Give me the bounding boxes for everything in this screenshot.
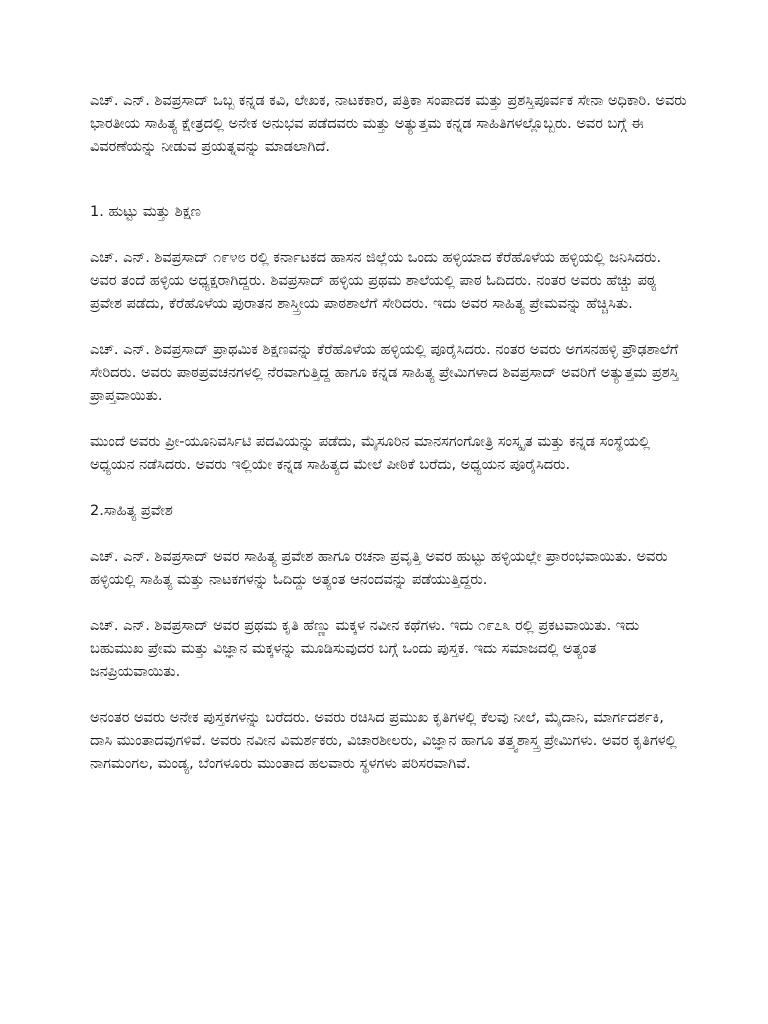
intro-paragraph: ಎಚ್. ಎನ್. ಶಿವಪ್ರಸಾದ್ ಒಬ್ಬ ಕನ್ನಡ ಕವಿ, ಲೇಖಕ, ನಾಟಕಕಾರ, ಪತ್ರಿಕಾ ಸಂಪಾದಕ ಮತ್ತು ಪ್ರಶಸ್ತಿಪೂರ್ವಕ ಸೇನಾ ಅಧಿಕಾರಿ. ಅವರು ಭಾರತೀಯ ಸಾಹಿತ್ಯ ಕ್ಷೇತ್ರದಲ್ಲಿ ಅನೇಕ ಅನುಭವ ಪಡೆದವರು ಮತ್ತು ಅತ್ಯುತ್ತಮ ಕನ್ನಡ ಸಾಹಿತಿಗಳಲ್ಲೊಬ್ಬರು. ಅವರ ಬಗ್ಗೆ ಈ ವಿವರಣೆಯನ್ನು ನೀಡುವ ಪ್ರಯತ್ನವನ್ನು ಮಾಡಲಾಗಿದೆ. <box>90 93 687 155</box>
section1-paragraph-3: ಮುಂದೆ ಅವರು ಪ್ರೀ-ಯೂನಿವರ್ಸಿಟಿ ಪದವಿಯನ್ನು ಪಡೆದು, ಮೈಸೂರಿನ ಮಾನಸಗಂಗೋತ್ರಿ ಸಂಸ್ಕೃತ ಮತ್ತು ಕನ್ನಡ ಸಂಸ್ಥೆಯಲ್ಲಿ ಅಧ್ಯಯನ ನಡೆಸಿದರು. ಅವರು ಇಲ್ಲಿಯೇ ಕನ್ನಡ ಸಾಹಿತ್ಯದ ಮೇಲೆ ಪೀಠಿಕೆ ಬರೆದು, ಅಧ್ಯಯನ ಪೂರೈಸಿದರು. <box>90 434 650 473</box>
section-heading-birth-education: 1. ಹುಟ್ಟು ಮತ್ತು ಶಿಕ್ಷಣ <box>90 204 201 220</box>
section1-paragraph-2: ಎಚ್. ಎನ್. ಶಿವಪ್ರಸಾದ್ ಪ್ರಾಥಮಿಕ ಶಿಕ್ಷಣವನ್ನು ಕೆರೆಹೊಳೆಯ ಹಳ್ಳಿಯಲ್ಲಿ ಪೂರೈಸಿದರು. ನಂತರ ಅವರು ಅಗಸನಹಳ್ಳಿ ಪ್ರೌಢಶಾಲೆಗೆ ಸೇರಿದರು. ಅವರು ಪಾಠಪ್ರವಚನಗಳಲ್ಲಿ ನೆರವಾಗುತ್ತಿದ್ದ ಹಾಗೂ ಕನ್ನಡ ಸಾಹಿತ್ಯ ಪ್ರೇಮಿಗಳಾದ ಶಿವಪ್ರಸಾದ್ ಅವರಿಗೆ ಅತ್ಯುತ್ತಮ ಪ್ರಶಸ್ತಿ ಪ್ರಾಪ್ತವಾಯಿತು. <box>90 342 679 404</box>
section2-paragraph-1: ಎಚ್. ಎನ್. ಶಿವಪ್ರಸಾದ್ ಅವರ ಸಾಹಿತ್ಯ ಪ್ರವೇಶ ಹಾಗೂ ರಚನಾ ಪ್ರವೃತ್ತಿ ಅವರ ಹುಟ್ಟು ಹಳ್ಳಿಯಲ್ಲೇ ಪ್ರಾರಂಭವಾಯಿತು. ಅವರು ಹಳ್ಳಿಯಲ್ಲಿ ಸಾಹಿತ್ಯ ಮತ್ತು ನಾಟಕಗಳನ್ನು ಓದಿದ್ದು ಅತ್ಯಂತ ಆನಂದವನ್ನು ಪಡೆಯುತ್ತಿದ್ದರು. <box>90 549 668 588</box>
section2-paragraph-3: ಅನಂತರ ಅವರು ಅನೇಕ ಪುಸ್ತಕಗಳನ್ನು ಬರೆದರು. ಅವರು ರಚಿಸಿದ ಪ್ರಮುಖ ಕೃತಿಗಳಲ್ಲಿ ಕೆಲವು ನೀಲೆ, ಮೈದಾನಿ, ಮಾರ್ಗದರ್ಶಕಿ, ದಾಸಿ ಮುಂತಾದವುಗಳಿವೆ. ಅವರು ನವೀನ ವಿಮರ್ಶಕರು, ವಿಚಾರಶೀಲರು, ವಿಜ್ಞಾನ ಹಾಗೂ ತತ್ತ್ವಶಾಸ್ತ್ರ ಪ್ರೇಮಿಗಳು. ಅವರ ಕೃತಿಗಳಲ್ಲಿ ನಾಗಮಂಗಲ, ಮಂಡ್ಯ, ಬೆಂಗಳೂರು ಮುಂತಾದ ಹಲವಾರು ಸ್ಥಳಗಳು ಪರಿಸರವಾಗಿವೆ. <box>90 710 677 772</box>
section1-paragraph-1: ಎಚ್. ಎನ್. ಶಿವಪ್ರಸಾದ್ ೧೯೪೮ ರಲ್ಲಿ ಕರ್ನಾಟಕದ ಹಾಸನ ಜಿಲ್ಲೆಯ ಒಂದು ಹಳ್ಳಿಯಾದ ಕೆರೆಹೊಳೆಯ ಹಳ್ಳಿಯಲ್ಲಿ ಜನಿಸಿದರು. ಅವರ ತಂದೆ ಹಳ್ಳಿಯ ಅಧ್ಯಕ್ಷರಾಗಿದ್ದರು. ಶಿವಪ್ರಸಾದ್ ಹಳ್ಳಿಯ ಪ್ರಥಮ ಶಾಲೆಯಲ್ಲಿ ಪಾಠ ಓದಿದರು. ನಂತರ ಅವರು ಹೆಚ್ಚು ಪಠ್ಯ ಪ್ರವೇಶ ಪಡೆದು, ಕೆರೆಹೊಳೆಯ ಪುರಾತನ ಶಾಸ್ತ್ರೀಯ ಪಾಠಶಾಲೆಗೆ ಸೇರಿದರು. ಇದು ಅವರ ಸಾಹಿತ್ಯ ಪ್ರೇಮವನ್ನು ಹೆಚ್ಚಿಸಿತು. <box>90 250 662 312</box>
section2-paragraph-2: ಎಚ್. ಎನ್. ಶಿವಪ್ರಸಾದ್ ಅವರ ಪ್ರಥಮ ಕೃತಿ ಹೆಣ್ಣು ಮಕ್ಕಳ ನವೀನ ಕಥೆಗಳು. ಇದು ೧೯೭೩ ರಲ್ಲಿ ಪ್ರಕಟವಾಯಿತು. ಇದು ಬಹುಮುಖ ಪ್ರೇಮ ಮತ್ತು ವಿಜ್ಞಾನ ಮಕ್ಕಳನ್ನು ಮೂಡಿಸುವುದರ ಬಗ್ಗೆ ಒಂದು ಪುಸ್ತಕ. ಇದು ಸಮಾಜದಲ್ಲಿ ಅತ್ಯಂತ ಜನಪ್ರಿಯವಾಯಿತು. <box>90 618 640 680</box>
document-page <box>90 90 690 799</box>
section-heading-literary-entry: 2.ಸಾಹಿತ್ಯ ಪ್ರವೇಶ <box>90 503 173 519</box>
